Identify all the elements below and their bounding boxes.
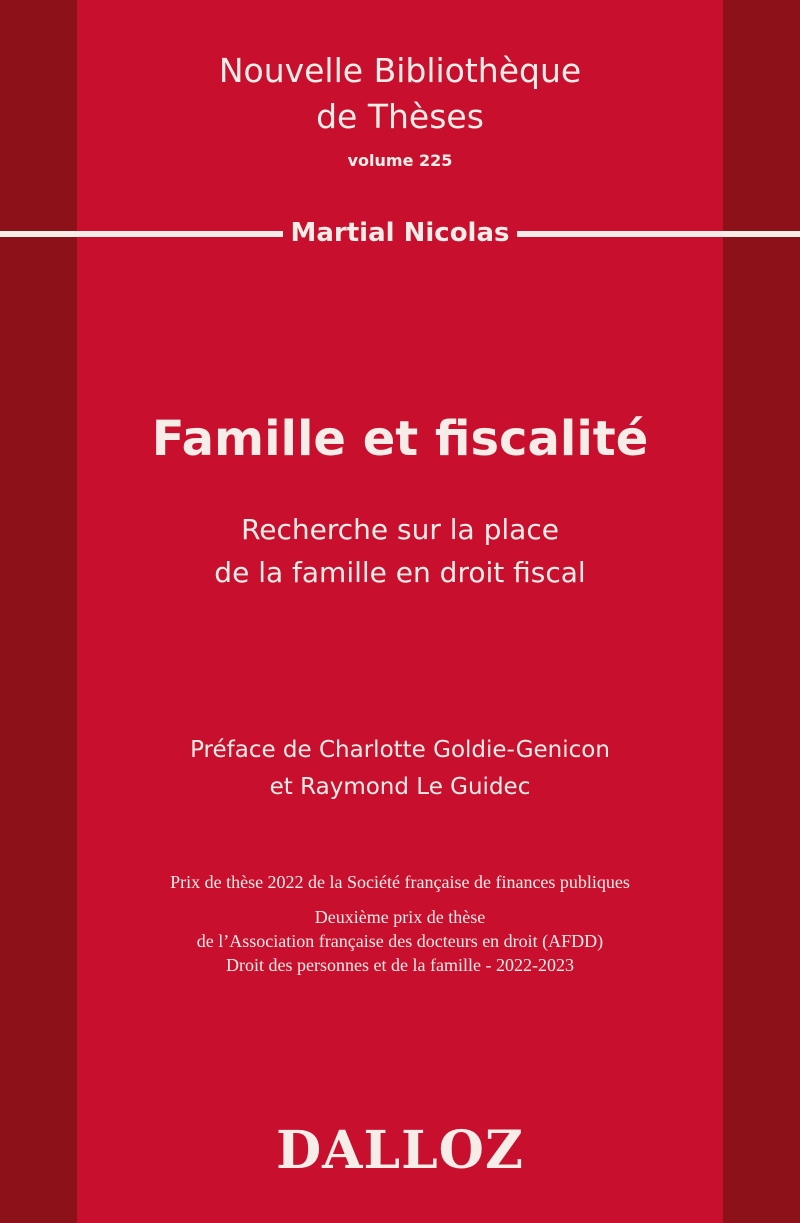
- subtitle-line-2: de la famille en droit fiscal: [214, 556, 586, 589]
- publisher-logo: DALLOZ: [276, 1120, 524, 1181]
- book-subtitle: [0, 508, 800, 594]
- prize-sffp: Prix de thèse 2022 de la Société française de finances publiques: [170, 872, 630, 892]
- cover-center-panel: [77, 0, 723, 1223]
- prize-afdd-line-2: de l’Association française des docteurs en droit (AFDD): [196, 931, 604, 951]
- preface-line-2: et Raymond Le Guidec: [269, 774, 531, 800]
- prize-afdd-line-1: Deuxième prix de thèse: [314, 907, 486, 927]
- series-title-line-2: de Thèses: [316, 97, 484, 136]
- subtitle-line-1: Recherche sur la place: [241, 513, 559, 546]
- series-title-line-1: Nouvelle Bibliothèque: [218, 51, 582, 90]
- book-title: Famille et fiscalité: [151, 411, 649, 467]
- preface-credit: [0, 732, 800, 806]
- prize-afdd-line-3: Droit des personnes et de la famille - 2022-2023: [226, 955, 574, 975]
- series-title: [0, 48, 800, 140]
- volume-number: volume 225: [347, 151, 453, 170]
- prize-afdd: [0, 905, 800, 977]
- author-name: Martial Nicolas: [290, 218, 510, 248]
- preface-line-1: Préface de Charlotte Goldie-Genicon: [190, 737, 610, 763]
